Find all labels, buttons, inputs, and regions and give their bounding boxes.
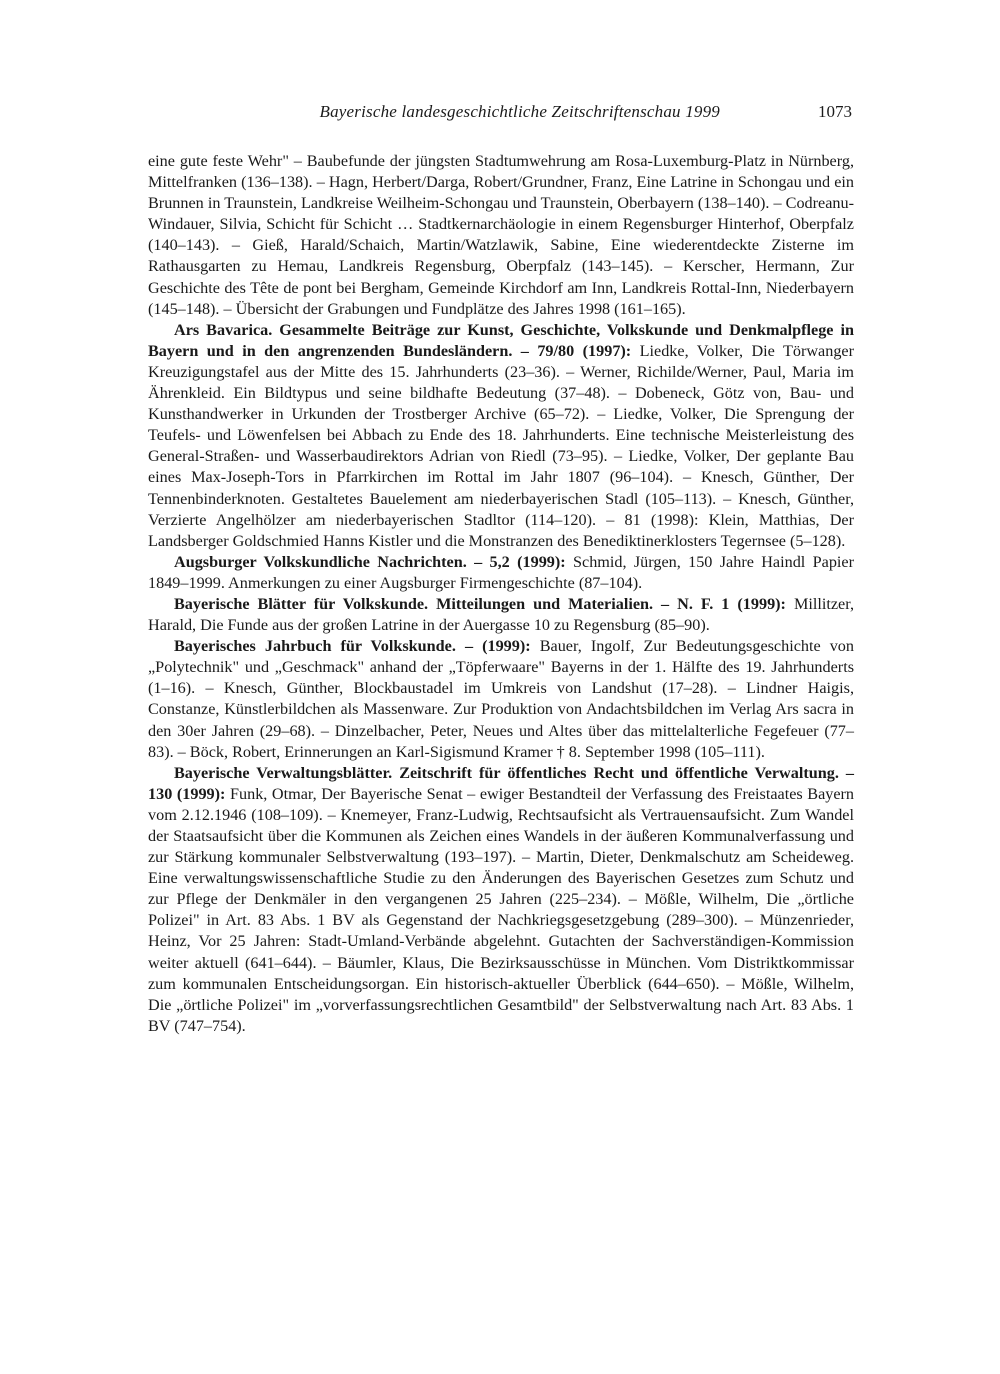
entry-text: Millitzer, Harald, Die Funde aus der großen Latrine in der Auergasse 10 zu Regensburg (85–90). bbox=[148, 594, 854, 635]
entry-title: Augsburger Volkskundliche Nachrichten. – 5,2 (1999): bbox=[174, 552, 566, 571]
document-page bbox=[148, 0, 854, 1374]
entry-bayerische-verwaltungsblaetter bbox=[148, 763, 854, 1037]
entry-title: Bayerische Blätter für Volkskunde. Mitteilungen und Materialien. – N. F. 1 (1999): bbox=[174, 594, 786, 613]
page-number: 1073 bbox=[818, 102, 852, 121]
entry-text: Schmid, Jürgen, 150 Jahre Haindl Papier 1849–1999. Anmerkungen zu einer Augsburger Firmengeschichte (87–104). bbox=[148, 552, 854, 592]
running-header bbox=[148, 100, 854, 126]
entry-text: eine gute feste Wehr" – Baubefunde der jüngsten Stadtumwehrung am Rosa-Luxemburg-Platz in Nürnberg, Mittelfranken (136–138). – Hagn, Herbert/Darga, Robert/Grundner, Franz, Eine Latrine in Schongau und ein Brunnen in Traunstein, Landkreise Weilheim-Schongau und Traunstein, Oberbayern (138–140). – Codreanu-Windauer, Silvia, Schicht für Schicht … Stadtkernarchäologie in einem Regensburger Hinterhof, Oberpfalz (140–143). – Gieß, Harald/Schaich, Martin/Watzlawik, Sabine, Eine wiederentdeckte Zisterne im Rathausgarten zu Hemau, Landkreis Regensburg, Oberpfalz (143–145). – Kerscher, Hermann, Zur Geschichte des Tête de pont bei Bergham, Gemeinde Kirchdorf am Inn, Landkreis Rottal-Inn, Niederbayern (145–148). – Übersicht der Grabungen und Fundplätze des Jahres 1998 (161–165). bbox=[148, 152, 854, 318]
entry-text: Funk, Otmar, Der Bayerische Senat – ewiger Bestandteil der Verfassung des Freistaates Bayern vom 2.12.1946 (108–109). – Knemeyer, Franz-Ludwig, Rechtsaufsicht als Vertrauensaufsicht. Zum Wandel der Staatsaufsicht über die Kommunen als Zeichen eines Wandels in der äußeren Kommunalverfassung und zur Stärkung kommunaler Selbstverwaltung (193–197). – Martin, Dieter, Denkmalschutz am Scheideweg. Eine verwaltungswissenschaftliche Studie zu den Änderungen des Bayerischen Gesetzes zum Schutz und zur Pflege der Denkmäler in den vergangenen 25 Jahren (225–234). – Mößle, Wilhelm, Die „örtliche Polizei" in Art. 83 Abs. 1 BV als Gegenstand der Nachkriegsgesetzgebung (289–300). – Münzenrieder, Heinz, Vor 25 Jahren: Stadt-Umland-Verbände abgelehnt. Gutachten der Sachverständigen-Kommission weiter aktuell (641–644). – Bäumler, Klaus, Die Bezirksausschüsse in München. Vom Distriktkommissar zum kommunalen Entscheidungsorgan. Ein historisch-aktueller Überblick (644–650). – Mößle, Wilhelm, Die „örtliche Polizei" im „vorverfassungsrechtlichen Gesamtbild" der Selbstverwaltung nach Art. 83 Abs. 1 BV (747–754). bbox=[148, 784, 855, 1035]
entry-text: Bauer, Ingolf, Zur Bedeutungsgeschichte von „Polytechnik" und „Geschmack" anhand der „Töpferwaare" Bayerns in der 1. Hälfte des 19. Jahrhunderts (1–16). – Knesch, Günther, Blockbaustadel im Umkreis von Landshut (17–28). – Lindner Haigis, Constanze, Künstlerbildchen als Massenware. Zur Produktion von Andachtsbildchen im Verlag Ars sacra in den 30er Jahren (29–68). – Dinzelbacher, Peter, Neues und Altes über das mittelalterliche Fegefeuer (77–83). – Böck, Robert, Erinnerungen an Karl-Sigismund Kramer † 8. September 1998 (105–111). bbox=[148, 637, 854, 761]
entry-title: Bayerische Verwaltungsblätter. Zeitschrift für öffentliches Recht und öffentliche Verwaltung. – 130 (1999): bbox=[148, 763, 854, 803]
entry-title: Ars Bavarica. Gesammelte Beiträge zur Kunst, Geschichte, Volkskunde und Denkmalpflege in Bayern und in den angrenzenden Bundesländern. – 79/80 (1997): bbox=[148, 320, 854, 360]
entry-text: Liedke, Volker, Die Törwanger Kreuzigungstafel aus der Mitte des 15. Jahrhunderts (23–36). – Werner, Richilde/Werner, Paul, Maria im Ährenkleid. Ein Bildtypus und seine bildhafte Bedeutung (37–48). – Dobeneck, Götz von, Bau- und Kunsthandwerker in Urkunden der Trostberger Archive (65–72). – Liedke, Volker, Die Sprengung der Teufels- und Löwenfelsen bei Abbach zu Ende des 18. Jahrhunderts. Eine technische Meisterleistung des General-Straßen- und Wasserbaudirektors Adrian von Riedl (73–95). – Liedke, Volker, Der geplante Bau eines Max-Joseph-Tors in Pfarrkirchen im Rottal im Jahr 1807 (96–104). – Knesch, Günther, Der Tennenbinderknoten. Gestaltetes Bauelement am niederbayerischen Stadl (105–113). – Knesch, Günther, Verzierte Angelhölzer am niederbayerischen Stadltor (114–120). – 81 (1998): Klein, Matthias, Der Landsberger Goldschmied Hanns Kistler und die Monstranzen des Benediktinerklosters Tegernsee (5–128). bbox=[148, 341, 854, 550]
entry-ars-bavarica bbox=[148, 320, 854, 552]
entry-bayerische-blaetter-fuer-volkskunde bbox=[148, 594, 854, 636]
entry-continuation bbox=[148, 151, 854, 320]
entry-augsburger-volkskundliche-nachrichten bbox=[148, 552, 854, 594]
entry-bayerisches-jahrbuch-fuer-volkskunde bbox=[148, 636, 854, 763]
entry-title: Bayerisches Jahrbuch für Volkskunde. – (1999): bbox=[174, 637, 531, 656]
body-text bbox=[148, 151, 854, 1037]
running-title: Bayerische landesgeschichtliche Zeitschriftenschau 1999 bbox=[319, 102, 720, 121]
